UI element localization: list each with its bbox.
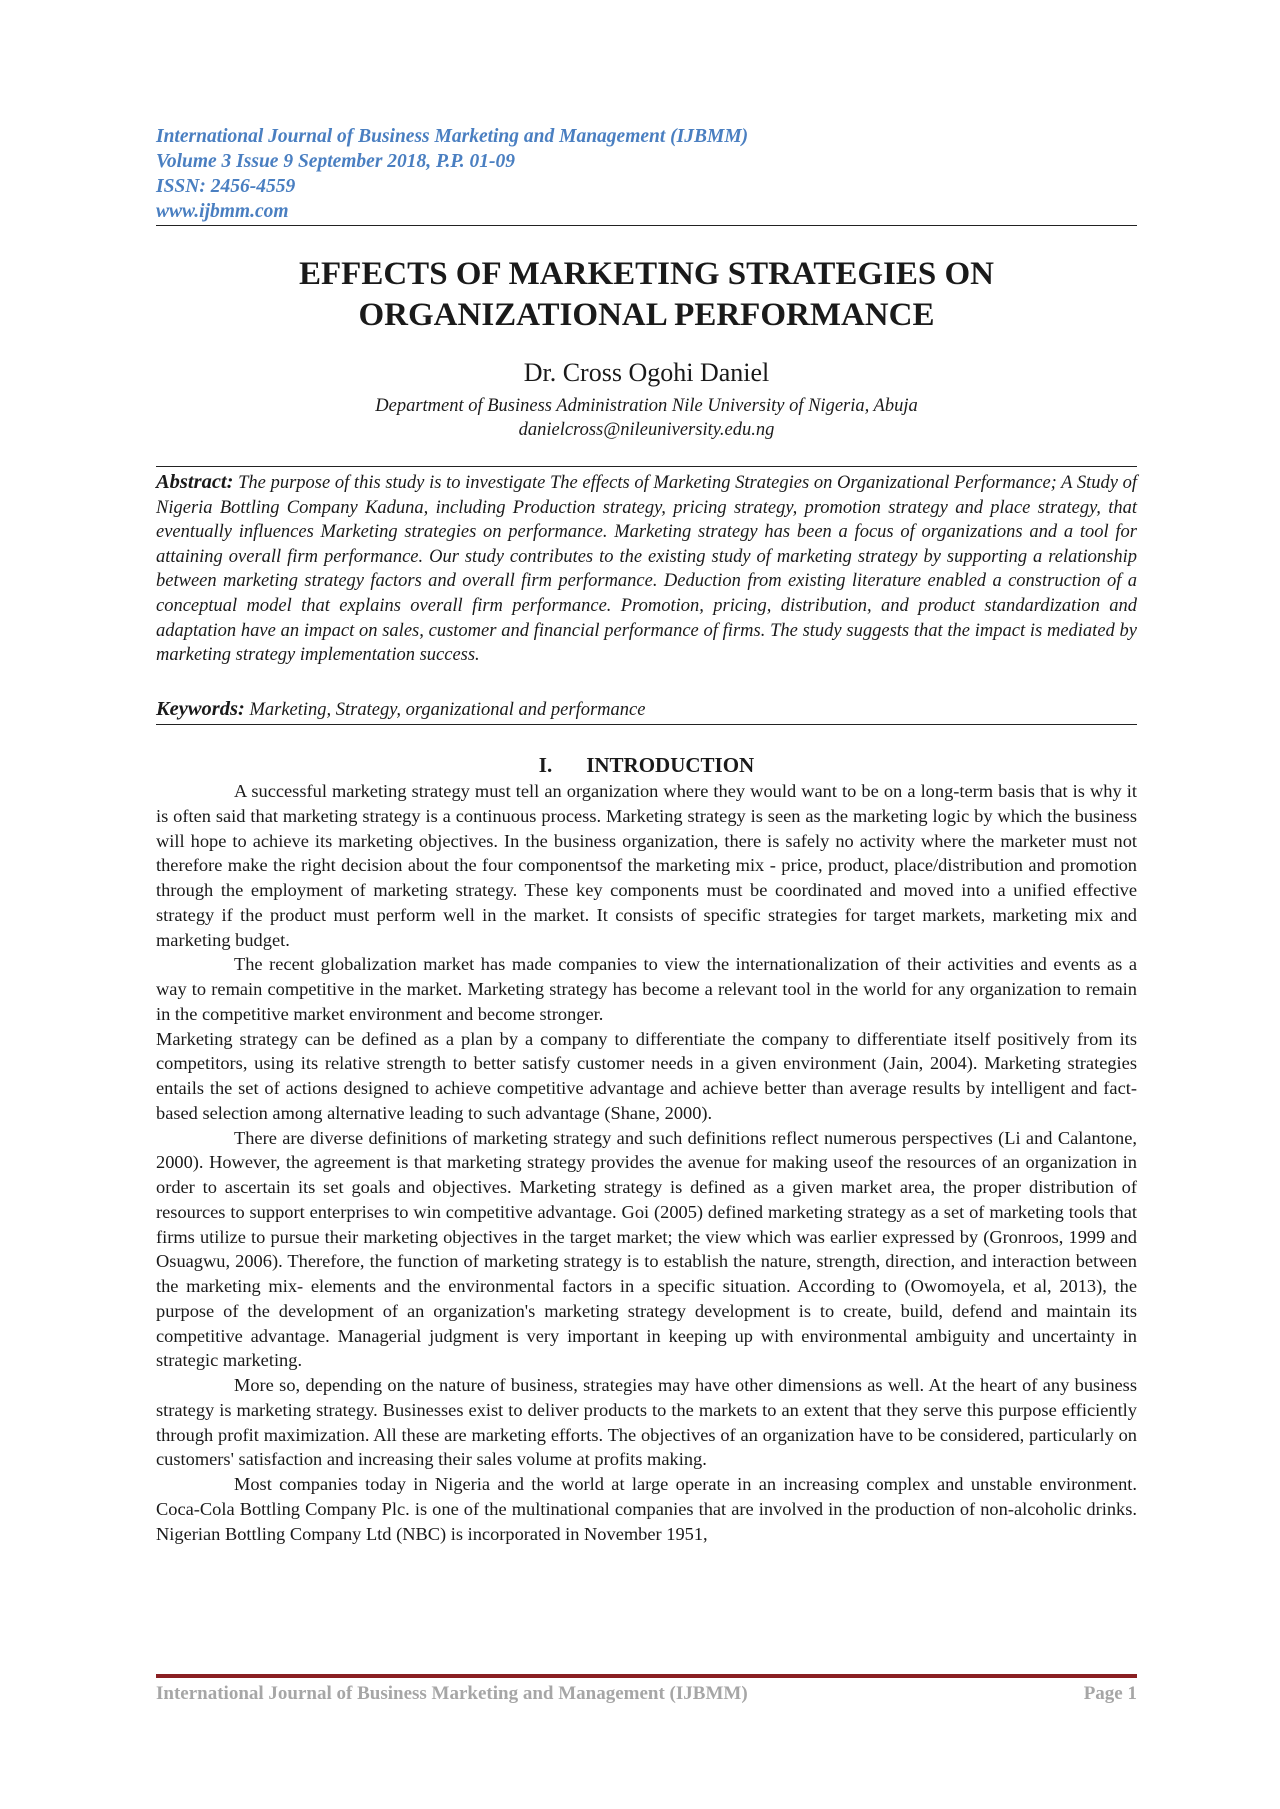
section-title: INTRODUCTION bbox=[586, 753, 755, 777]
body-paragraph: Marketing strategy can be defined as a plan by a company to differentiate the company to differentiate itself positively from its competitors, using its relative strength to better satisfy customer needs in a given environment (Jain, 2004). Marketing strategies entails the set of actions designed to achieve competitive advantage and achieve better than average results by intelligent and fact-based selection among alternative leading to such advantage (Shane, 2000). bbox=[156, 1028, 1137, 1123]
section-number: I. bbox=[538, 753, 553, 777]
body-paragraph: More so, depending on the nature of business, strategies may have other dimensions as well. At the heart of any business strategy is marketing strategy. Businesses exist to deliver products to the markets to an extent that they serve this purpose efficiently through profit maximization. All these are marketing efforts. The objectives of an organization have to be considered, particularly on customers' satisfaction and increasing their sales volume at profits making. bbox=[156, 1375, 1137, 1470]
body-paragraph: The recent globalization market has made companies to view the internationalization of their activities and events as a way to remain competitive in the market. Marketing strategy has become a relevant tool in the world for any organization to remain in the competitive market environment and become stronger. bbox=[156, 954, 1137, 1024]
author-affiliation-block bbox=[156, 394, 1137, 442]
body-paragraph: There are diverse definitions of marketing strategy and such definitions reflect numerous perspectives (Li and Calantone, 2000). However, the agreement is that marketing strategy provides the avenue for making useof the resources of an organization in order to ascertain its set goals and objectives. Marketing strategy is defined as a given market area, the proper distribution of resources to support enterprises to win competitive advantage. Goi (2005) defined marketing strategy as a set of marketing tools that firms utilize to pursue their marketing objectives in the target market; the view which was earlier expressed by (Gronroos, 1999 and Osuagwu, 2006). Therefore, the function of marketing strategy is to establish the nature, strength, direction, and interaction between the marketing mix- elements and the environmental factors in a specific situation. According to (Owomoyela, et al, 2013), the purpose of the development of an organization's marketing strategy development is to create, build, defend and maintain its competitive advantage. Managerial judgment is very important in keeping up with environmental ambiguity and uncertainty in strategic marketing. bbox=[156, 1127, 1137, 1371]
header-divider bbox=[156, 225, 1137, 226]
abstract-text: The purpose of this study is to investigate The effects of Marketing Strategies on Organizational Performance; A Study of Nigeria Bottling Company Kaduna, including Production strategy, pricing strategy, promotion strategy and place strategy, that eventually influences Marketing strategies on performance. Marketing strategy has been a focus of organizations and a tool for attaining overall firm performance. Our study contributes to the existing study of marketing strategy by supporting a relationship between marketing strategy factors and overall firm performance. Deduction from existing literature enabled a construction of a conceptual model that explains overall firm performance. Promotion, pricing, distribution, and product standardization and adaptation have an impact on sales, customer and financial performance of firms. The study suggests that the impact is mediated by marketing strategy implementation success. bbox=[156, 473, 1137, 666]
keywords-label: Keywords: bbox=[156, 698, 245, 720]
body-paragraph: A successful marketing strategy must tell an organization where they would want to be on a long-term basis that is why it is often said that marketing strategy is a continuous process. Marketing strategy is seen as the marketing logic by which the business will hope to achieve its marketing objectives. In the business organization, there is safely no activity where the marketer must not therefore make the right decision about the four componentsof the marketing mix - price, product, place/distribution and promotion through the employment of marketing strategy. These key components must be coordinated and moved into a unified effective strategy if the product must perform well in the market. It consists of specific strategies for target markets, marketing mix and marketing budget. bbox=[156, 781, 1137, 950]
section-heading-introduction bbox=[156, 752, 1137, 778]
journal-issn: ISSN: 2456-4559 bbox=[156, 176, 296, 197]
journal-volume: Volume 3 Issue 9 September 2018, P.P. 01-09 bbox=[156, 151, 515, 172]
body-paragraph: Most companies today in Nigeria and the world at large operate in an increasing complex and unstable environment. Coca-Cola Bottling Company Plc. is one of the multinational companies that are involved in the production of non-alcoholic drinks. Nigerian Bottling Company Ltd (NBC) is incorporated in November 1951, bbox=[156, 1474, 1137, 1544]
abstract-top-divider bbox=[156, 466, 1137, 467]
abstract-bottom-divider bbox=[156, 724, 1137, 725]
journal-website: www.ijbmm.com bbox=[156, 201, 289, 222]
footer-divider bbox=[156, 1674, 1137, 1678]
author-affiliation: Department of Business Administration Nile University of Nigeria, Abuja bbox=[375, 396, 918, 416]
journal-name: International Journal of Business Marketing and Management (IJBMM) bbox=[156, 126, 749, 147]
keywords-text: Marketing, Strategy, organizational and performance bbox=[249, 700, 646, 720]
abstract-label: Abstract: bbox=[156, 471, 234, 493]
keywords bbox=[156, 697, 1137, 722]
page-number: Page 1 bbox=[1083, 1683, 1137, 1704]
introduction-body bbox=[156, 779, 1137, 1546]
footer-journal-name: International Journal of Business Marketing and Management (IJBMM) bbox=[156, 1683, 748, 1704]
paper-title bbox=[156, 254, 1137, 336]
paper-page bbox=[156, 0, 1137, 1809]
journal-header bbox=[156, 124, 1137, 224]
abstract bbox=[156, 470, 1137, 668]
paper-title-line-2: ORGANIZATIONAL PERFORMANCE bbox=[358, 297, 935, 333]
author-name: Dr. Cross Ogohi Daniel bbox=[523, 358, 770, 387]
paper-title-line-1: EFFECTS OF MARKETING STRATEGIES ON bbox=[299, 256, 994, 292]
author-email: danielcross@nileuniversity.edu.ng bbox=[518, 420, 775, 440]
